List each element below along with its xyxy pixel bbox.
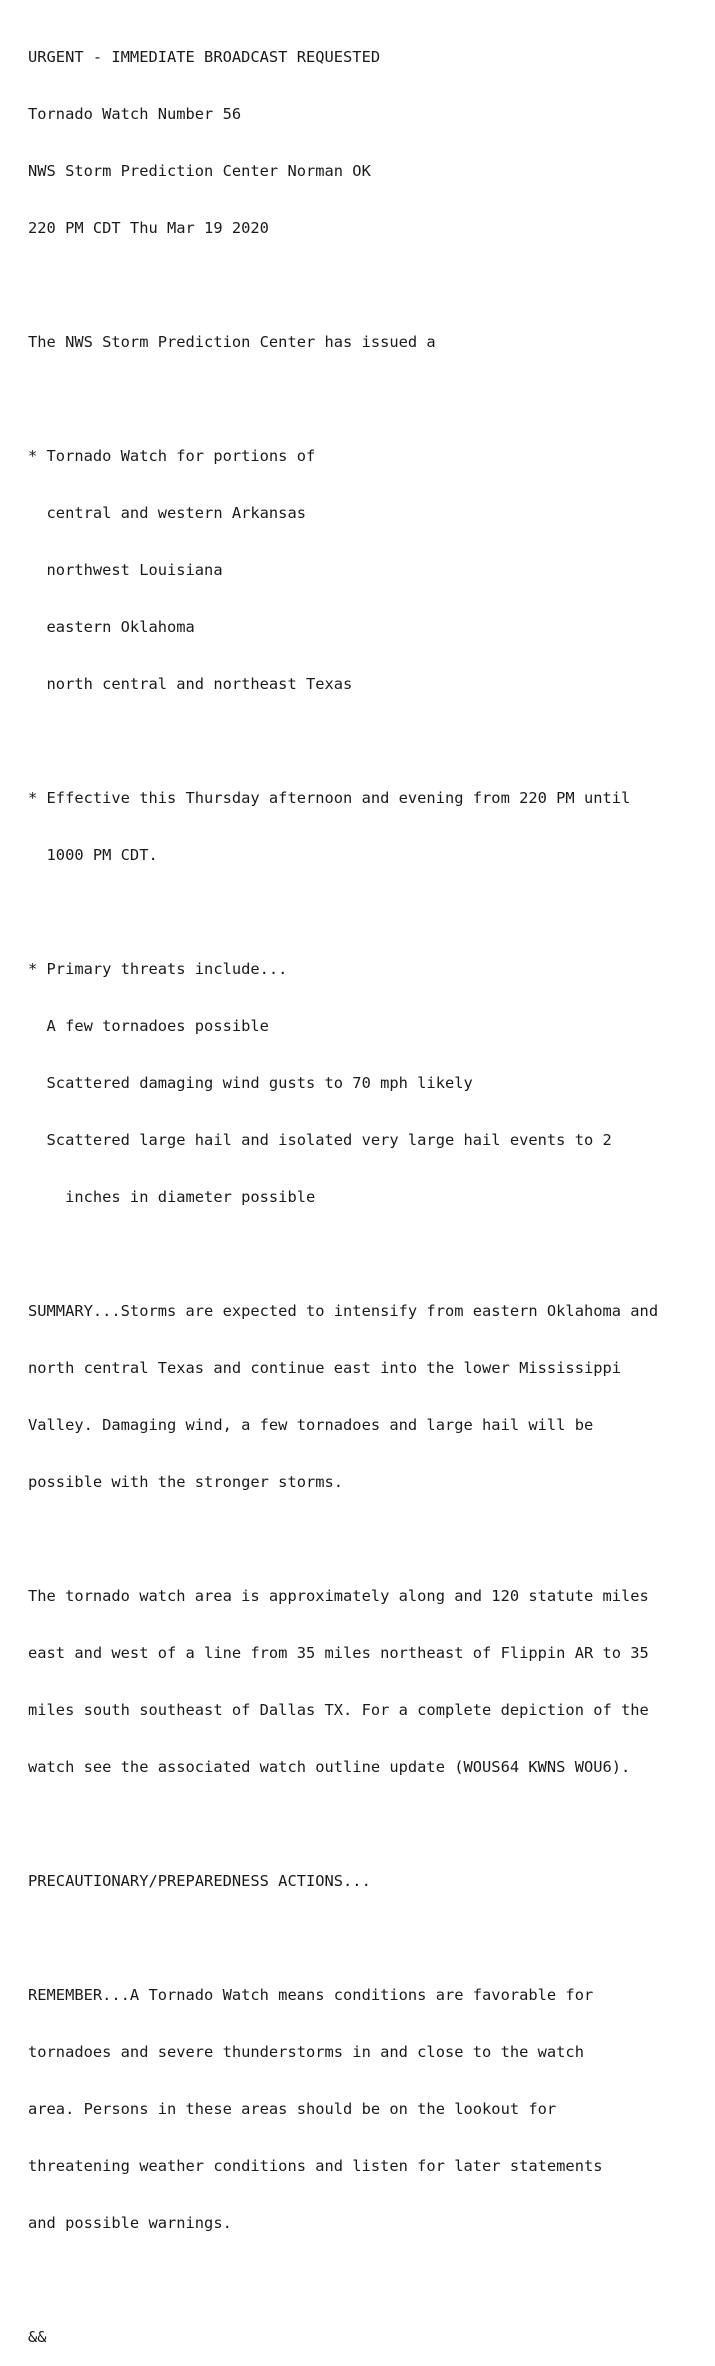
remember-line: and possible warnings. <box>28 2214 232 2232</box>
watch-area-item: central and western Arkansas <box>28 504 306 522</box>
remember-line: area. Persons in these areas should be on the lookout for <box>28 2100 557 2118</box>
blank-line <box>28 1530 708 1549</box>
watch-area-item: northwest Louisiana <box>28 561 223 579</box>
watch-area-item: north central and northeast Texas <box>28 675 353 693</box>
watch-area-item: eastern Oklahoma <box>28 618 195 636</box>
area-description-line: watch see the associated watch outline update (WOUS64 KWNS WOU6). <box>28 1758 631 1776</box>
tornado-watch-bulletin <box>28 10 708 2366</box>
threat-item: A few tornadoes possible <box>28 1017 269 1035</box>
section-terminator: && <box>28 2328 47 2346</box>
remember-line: tornadoes and severe thunderstorms in and close to the watch <box>28 2043 584 2061</box>
remember-line: REMEMBER...A Tornado Watch means conditions are favorable for <box>28 1986 594 2004</box>
summary-line: SUMMARY...Storms are expected to intensify from eastern Oklahoma and <box>28 1302 659 1320</box>
blank-line <box>28 903 708 922</box>
remember-line: threatening weather conditions and listen for later statements <box>28 2157 603 2175</box>
urgency-line: URGENT - IMMEDIATE BROADCAST REQUESTED <box>28 48 381 66</box>
issuing-office: NWS Storm Prediction Center Norman OK <box>28 162 371 180</box>
effective-line: 1000 PM CDT. <box>28 846 158 864</box>
blank-line <box>28 1815 708 1834</box>
product-title: Tornado Watch Number 56 <box>28 105 242 123</box>
blank-line <box>28 1245 708 1264</box>
threat-item: Scattered large hail and isolated very large hail events to 2 <box>28 1131 612 1149</box>
intro-line: The NWS Storm Prediction Center has issued a <box>28 333 436 351</box>
blank-line <box>28 276 708 295</box>
blank-line <box>28 2271 708 2290</box>
area-description-line: east and west of a line from 35 miles northeast of Flippin AR to 35 <box>28 1644 649 1662</box>
blank-line <box>28 390 708 409</box>
effective-line: * Effective this Thursday afternoon and evening from 220 PM until <box>28 789 631 807</box>
threat-item: inches in diameter possible <box>28 1188 316 1206</box>
summary-line: possible with the stronger storms. <box>28 1473 344 1491</box>
blank-line <box>28 732 708 751</box>
threat-item: Scattered damaging wind gusts to 70 mph likely <box>28 1074 473 1092</box>
precautions-heading: PRECAUTIONARY/PREPAREDNESS ACTIONS... <box>28 1872 371 1890</box>
summary-line: Valley. Damaging wind, a few tornadoes and large hail will be <box>28 1416 594 1434</box>
area-description-line: The tornado watch area is approximately along and 120 statute miles <box>28 1587 649 1605</box>
watch-areas-lead: * Tornado Watch for portions of <box>28 447 316 465</box>
summary-line: north central Texas and continue east into the lower Mississippi <box>28 1359 622 1377</box>
issued-time: 220 PM CDT Thu Mar 19 2020 <box>28 219 269 237</box>
blank-line <box>28 1929 708 1948</box>
area-description-line: miles south southeast of Dallas TX. For a complete depiction of the <box>28 1701 649 1719</box>
threats-lead: * Primary threats include... <box>28 960 288 978</box>
